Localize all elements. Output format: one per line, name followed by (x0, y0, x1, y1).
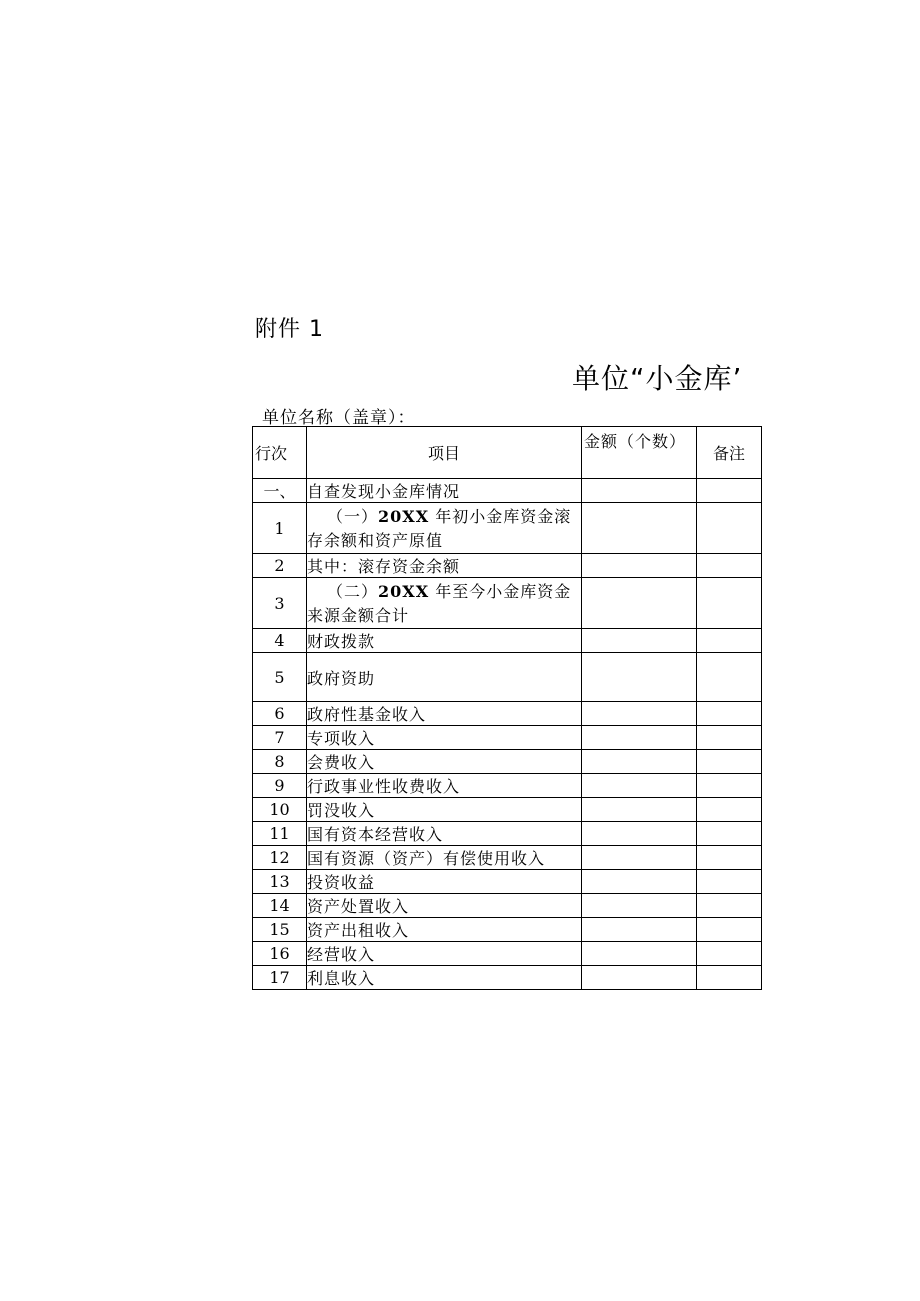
table-header-row (253, 427, 762, 479)
note-cell[interactable] (697, 894, 762, 918)
table-row (253, 629, 762, 653)
row-no: 3 (253, 578, 307, 629)
row-item: 经营收入 (307, 942, 582, 966)
amount-cell[interactable] (582, 653, 697, 702)
row-no: 7 (253, 726, 307, 750)
row-item (307, 578, 582, 629)
table-row (253, 479, 762, 503)
amount-cell[interactable] (582, 966, 697, 990)
row-item: 罚没收入 (307, 798, 582, 822)
row-no: 12 (253, 846, 307, 870)
note-cell[interactable] (697, 726, 762, 750)
note-cell[interactable] (697, 942, 762, 966)
note-cell[interactable] (697, 750, 762, 774)
table-row (253, 870, 762, 894)
note-cell[interactable] (697, 798, 762, 822)
note-cell[interactable] (697, 702, 762, 726)
row-no: 11 (253, 822, 307, 846)
note-cell[interactable] (697, 479, 762, 503)
table-row (253, 503, 762, 554)
note-cell[interactable] (697, 870, 762, 894)
amount-cell[interactable] (582, 629, 697, 653)
table-row (253, 750, 762, 774)
row-item (307, 503, 582, 554)
row-no: 2 (253, 554, 307, 578)
row-no: 15 (253, 918, 307, 942)
row-item: 国有资源（资产）有偿使用收入 (307, 846, 582, 870)
row-no: 4 (253, 629, 307, 653)
amount-cell[interactable] (582, 479, 697, 503)
amount-cell[interactable] (582, 894, 697, 918)
amount-cell[interactable] (582, 846, 697, 870)
row-no: 8 (253, 750, 307, 774)
header-row-no: 行次 (253, 427, 307, 479)
row-no: 10 (253, 798, 307, 822)
table-row (253, 942, 762, 966)
table-row (253, 702, 762, 726)
table-row (253, 578, 762, 629)
note-cell[interactable] (697, 554, 762, 578)
attachment-label: 附件 1 (255, 317, 324, 342)
row-item: 利息收入 (307, 966, 582, 990)
note-cell[interactable] (697, 578, 762, 629)
document-title: 单位“小金库’ (572, 362, 743, 395)
note-cell[interactable] (697, 966, 762, 990)
row-no: 14 (253, 894, 307, 918)
row-item: 财政拨款 (307, 629, 582, 653)
header-note: 备注 (697, 427, 762, 479)
note-cell[interactable] (697, 822, 762, 846)
row-item: 行政事业性收费收入 (307, 774, 582, 798)
row-item-text: 年初小金库资金滚存余额和资产原值 (307, 507, 572, 550)
report-table (252, 426, 762, 990)
amount-cell[interactable] (582, 554, 697, 578)
amount-cell[interactable] (582, 822, 697, 846)
row-no: 16 (253, 942, 307, 966)
note-cell[interactable] (697, 653, 762, 702)
row-no: 5 (253, 653, 307, 702)
amount-cell[interactable] (582, 702, 697, 726)
table-row (253, 653, 762, 702)
table-row (253, 918, 762, 942)
row-item: 自查发现小金库情况 (307, 479, 582, 503)
row-item-text: 年至今小金库资金来源金额合计 (307, 582, 572, 625)
amount-cell[interactable] (582, 726, 697, 750)
row-no: 1 (253, 503, 307, 554)
table-row (253, 894, 762, 918)
amount-cell[interactable] (582, 798, 697, 822)
row-no: 13 (253, 870, 307, 894)
row-no: 6 (253, 702, 307, 726)
amount-cell[interactable] (582, 578, 697, 629)
amount-cell[interactable] (582, 774, 697, 798)
table-row (253, 554, 762, 578)
row-item: 国有资本经营收入 (307, 822, 582, 846)
row-item: 投资收益 (307, 870, 582, 894)
row-item: 政府性基金收入 (307, 702, 582, 726)
row-no: 17 (253, 966, 307, 990)
note-cell[interactable] (697, 629, 762, 653)
row-item: 资产出租收入 (307, 918, 582, 942)
row-item-year: 20XX (378, 507, 430, 526)
table-row (253, 822, 762, 846)
note-cell[interactable] (697, 846, 762, 870)
table-row (253, 798, 762, 822)
row-no: 9 (253, 774, 307, 798)
table-row (253, 846, 762, 870)
note-cell[interactable] (697, 774, 762, 798)
row-item-prefix: （二） (327, 582, 379, 601)
amount-cell[interactable] (582, 750, 697, 774)
amount-cell[interactable] (582, 918, 697, 942)
header-amount: 金额（个数） (582, 427, 697, 479)
row-no: 一、 (253, 479, 307, 503)
row-item: 政府资助 (307, 653, 582, 702)
note-cell[interactable] (697, 503, 762, 554)
table-row (253, 966, 762, 990)
header-item: 项目 (307, 427, 582, 479)
row-item: 专项收入 (307, 726, 582, 750)
row-item-prefix: （一） (327, 507, 379, 526)
table-row (253, 774, 762, 798)
amount-cell[interactable] (582, 942, 697, 966)
row-item: 资产处置收入 (307, 894, 582, 918)
table-row (253, 726, 762, 750)
row-item: 其中：滚存资金余额 (307, 554, 582, 578)
amount-cell[interactable] (582, 870, 697, 894)
note-cell[interactable] (697, 918, 762, 942)
row-item-year: 20XX (378, 582, 430, 601)
row-item: 会费收入 (307, 750, 582, 774)
amount-cell[interactable] (582, 503, 697, 554)
unit-name-label: 单位名称（盖章）： (262, 408, 416, 428)
